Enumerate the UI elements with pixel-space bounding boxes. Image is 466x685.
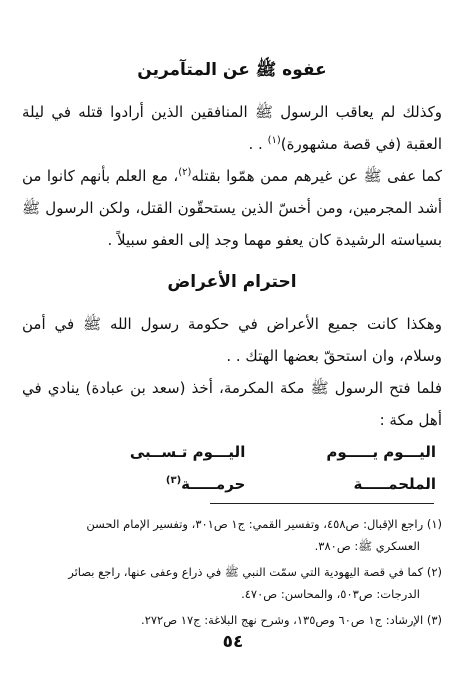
footnote-divider: [210, 503, 434, 504]
footnote-1-line1: (١) راجع الإقبال: ص٤٥٨، وتفسير القمي: ج١ ص٣٠١، وتفسير الإمام الحسن: [86, 517, 442, 531]
paragraph-aqaba-tail: . .: [248, 135, 268, 153]
footnote-2-line1: (٢) كما في قصة اليهودية التي سمّت النبي ﷺ في ذراع وعفى عنها، راجع بصائر: [68, 565, 442, 579]
verse-left-hemistich: [52, 436, 245, 500]
paragraph-forgiveness-text-b: ، مع العلم بأنهم كانوا من أشد المجرمين، ومن أخسّ الذين يستحقّون القتل، ولكن الرسول ﷺ بسياسته الرشيدة كان يعفو مهما وجد إلى العفو سبيلاً .: [22, 167, 442, 249]
footnote-ref-2: (٢): [178, 167, 192, 178]
section-title-forgiveness: عفوه ﷺ عن المتآمرين: [137, 60, 327, 80]
footnote-2-line2: الدرجات: ص٥٠٣، والمحاسن: ص٤٧٠.: [241, 587, 420, 601]
verse-line: [22, 436, 442, 500]
section-title-honor: احترام الأعراض: [167, 272, 297, 292]
page-number: ٥٤: [222, 632, 244, 652]
footnote-1-line2: العسكري ﷺ: ص٣٨٠.: [314, 539, 420, 553]
paragraph-aqaba-text: وكذلك لم يعاقب الرسول ﷺ المنافقين الذين أرادوا قتله في ليلة العقبة (في قصة مشهورة): [22, 103, 442, 153]
paragraph-mecca: فلما فتح الرسول ﷺ مكة المكرمة، أخذ (سعد بن عبادة) ينادي في أهل مكة :: [22, 379, 442, 429]
footnotes: [22, 513, 442, 635]
verse-right-hemistich: اليـــوم يـــــوم الملحمـــــة: [326, 443, 436, 493]
paragraph-forgiveness-text-a: كما عفى ﷺ عن غيرهم ممن همّوا بقتله: [191, 167, 443, 185]
paragraph-honor: وهكذا كانت جميع الأعراض في حكومة رسول الله ﷺ في أمن وسلام، وان استحقّ بعضها الهتك . .: [22, 315, 442, 365]
paragraph-aqaba: [22, 96, 442, 160]
footnote-3-line1: (٣) الإرشاد: ج١ ص٦٠ وص١٣٥، وشرح نهج البلاغة: ج١٧ ص٢٧٢.: [141, 613, 442, 627]
footnote-3: [22, 609, 442, 631]
footnote-ref-3: (٣): [165, 475, 182, 486]
verse-left-text: اليـــوم تـســبى حرمـــــة: [129, 443, 246, 493]
main-text: [22, 58, 442, 500]
footnote-1: [22, 513, 442, 557]
footnote-ref-1: (١): [267, 135, 281, 146]
paragraph-forgiveness: [22, 160, 442, 256]
footnote-2: [22, 561, 442, 605]
